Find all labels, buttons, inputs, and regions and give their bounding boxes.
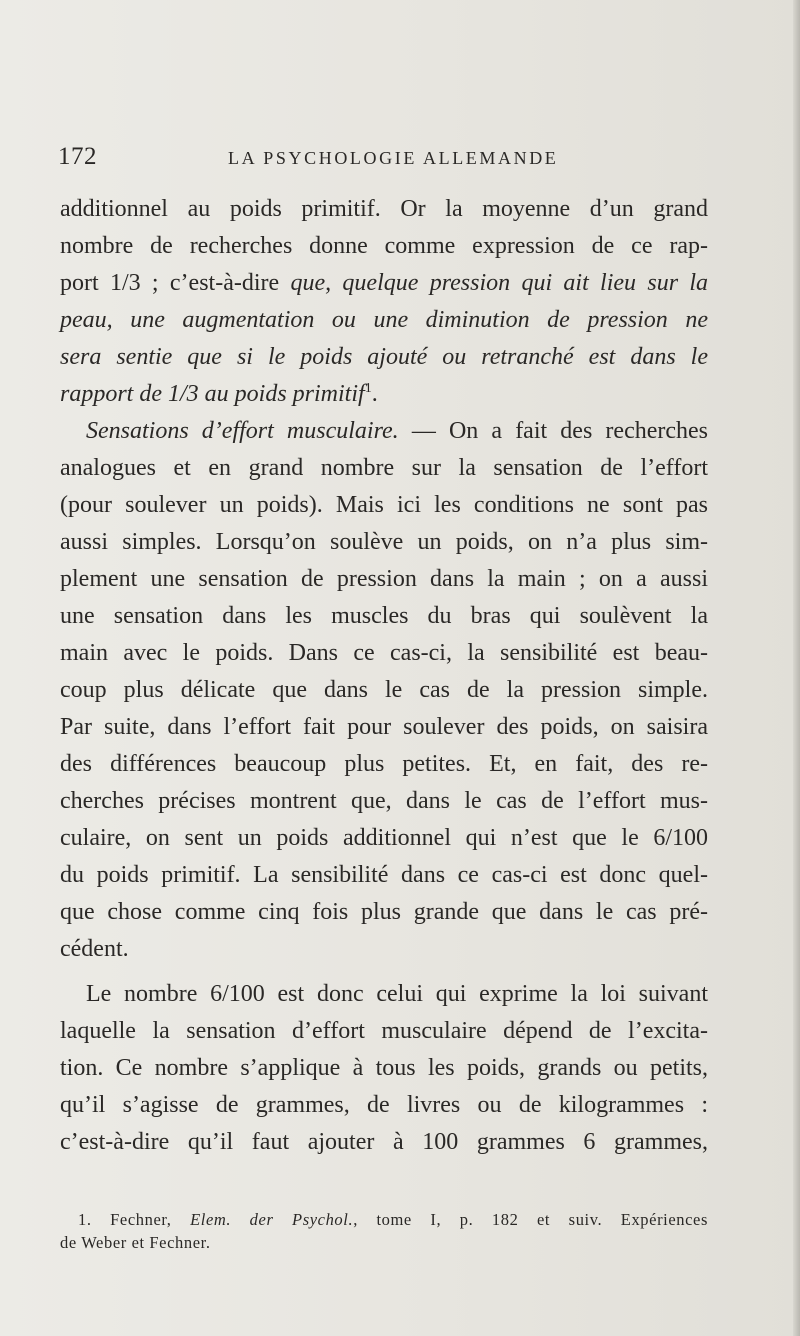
footnote-line (60, 1208, 708, 1231)
text-line: qu’il s’agisse de grammes, de livres ou de kilogrammes : (60, 1092, 708, 1118)
text-line: nombre de recherches donne comme expression de ce rap- (60, 233, 708, 259)
text-line: des différences beaucoup plus petites. Et, en fait, des re- (60, 751, 708, 777)
text-line: cédent. (60, 936, 129, 962)
text-line: (pour soulever un poids). Mais ici les conditions ne sont pas (60, 492, 708, 518)
footnote-line: de Weber et Fechner. (60, 1233, 211, 1252)
text-line: c’est-à-dire qu’il faut ajouter à 100 grammes 6 grammes, (60, 1129, 708, 1155)
text-line (60, 265, 708, 302)
text-line: du poids primitif. La sensibilité dans ce cas-ci est donc quel- (60, 862, 708, 888)
running-head: LA PSYCHOLOGIE ALLEMANDE (228, 148, 559, 168)
text-line: aussi simples. Lorsqu’on soulève un poids, on n’a plus sim- (60, 529, 708, 555)
text-line: sera sentie que si le poids ajouté ou retranché est dans le (60, 344, 708, 370)
text-run: , tome I, p. 182 et suiv. Expériences (353, 1210, 709, 1229)
text-line: main avec le poids. Dans ce cas-ci, la sensibilité est beau- (60, 640, 708, 666)
text-run: — On a fait des recherches (398, 418, 709, 444)
text-line: plement une sensation de pression dans la main ; on a aussi (60, 566, 708, 592)
text-line (60, 376, 708, 413)
text-line: culaire, on sent un poids additionnel qui n’est que le 6/100 (60, 825, 708, 851)
italic-run: Elem. der Psychol. (190, 1210, 354, 1229)
text-line: cherches précises montrent que, dans le cas de l’effort mus- (60, 788, 708, 814)
text-line: additionnel au poids primitif. Or la moyenne d’un grand (60, 196, 708, 222)
section-heading: Sensations d’effort musculaire. (86, 418, 399, 444)
text-run: . (371, 381, 378, 407)
text-line: coup plus délicate que dans le cas de la pression simple. (60, 677, 708, 703)
italic-run: rapport de 1/3 au poids primitif (60, 381, 365, 407)
paragraph-gap (60, 968, 708, 976)
text-line: analogues et en grand nombre sur la sensation de l’effort (60, 455, 708, 481)
text-line: une sensation dans les muscles du bras qui soulèvent la (60, 603, 708, 629)
text-run: Fechner, (91, 1210, 191, 1229)
text-line: tion. Ce nombre s’applique à tous les poids, grands ou petits, (60, 1055, 708, 1081)
italic-run: que, quelque pression qui ait lieu sur la (290, 270, 709, 296)
footnote (60, 1208, 708, 1254)
page-edge (793, 0, 800, 1336)
text-line: Par suite, dans l’effort fait pour soulever des poids, on saisira (60, 714, 708, 740)
text-line: peau, une augmentation ou une diminution de pression ne (60, 307, 708, 333)
text-line (60, 413, 708, 450)
footnote-number: 1. (78, 1210, 92, 1229)
body-text (60, 191, 708, 1161)
text-line: laquelle la sensation d’effort musculaire dépend de l’excita- (60, 1018, 708, 1044)
page-header (58, 143, 708, 177)
text-line: Le nombre 6/100 est donc celui qui exprime la loi suivant (86, 981, 708, 1007)
text-line: que chose comme cinq fois plus grande que dans le cas pré- (60, 899, 708, 925)
page-number: 172 (58, 143, 97, 170)
footnote-reference: 1 (364, 381, 372, 396)
text-run: port 1/3 ; c’est-à-dire (60, 270, 291, 296)
